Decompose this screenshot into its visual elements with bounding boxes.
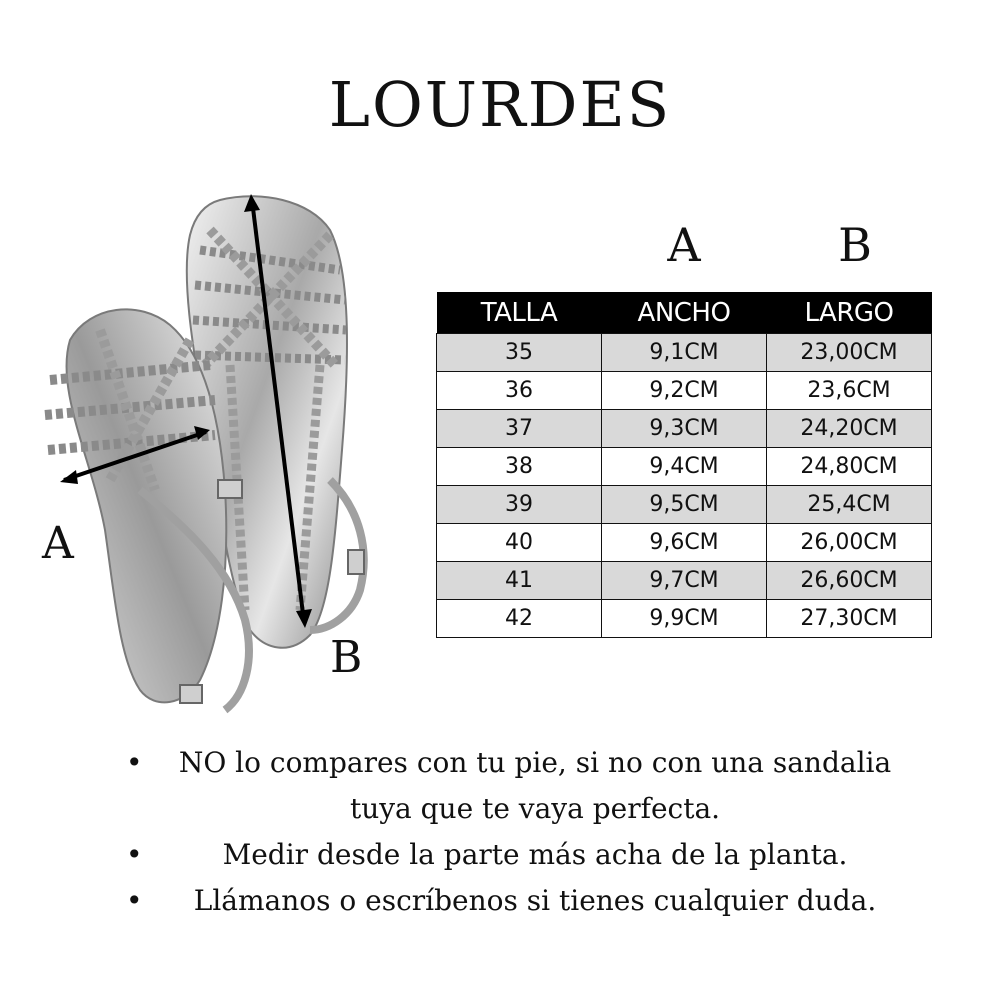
cell-ancho: 9,9CM: [602, 600, 767, 638]
cell-ancho: 9,7CM: [602, 562, 767, 600]
note-item: • Medir desde la parte más acha de la planta.: [120, 832, 920, 878]
column-letter-b: B: [838, 218, 872, 272]
cell-ancho: 9,4CM: [602, 448, 767, 486]
cell-talla: 42: [437, 600, 602, 638]
cell-talla: 36: [437, 372, 602, 410]
table-row: [437, 448, 932, 486]
cell-largo: 25,4CM: [767, 486, 932, 524]
table-header-row: [437, 292, 932, 334]
cell-largo: 23,6CM: [767, 372, 932, 410]
header-talla: TALLA: [437, 292, 602, 334]
table-row: [437, 372, 932, 410]
cell-ancho: 9,6CM: [602, 524, 767, 562]
header-largo: LARGO: [767, 292, 932, 334]
cell-talla: 38: [437, 448, 602, 486]
column-letter-a: A: [667, 218, 701, 272]
table-row: [437, 562, 932, 600]
cell-largo: 24,80CM: [767, 448, 932, 486]
cell-talla: 39: [437, 486, 602, 524]
cell-talla: 37: [437, 410, 602, 448]
cell-largo: 27,30CM: [767, 600, 932, 638]
cell-ancho: 9,1CM: [602, 334, 767, 372]
note-item: • NO lo compares con tu pie, si no con una sandalia tuya que te vaya perfecta.: [120, 740, 920, 832]
measure-label-a: A: [42, 518, 74, 569]
cell-talla: 35: [437, 334, 602, 372]
cell-ancho: 9,3CM: [602, 410, 767, 448]
cell-largo: 23,00CM: [767, 334, 932, 372]
measure-label-b: B: [330, 632, 363, 683]
note-item: • Llámanos o escríbenos si tienes cualquier duda.: [120, 878, 920, 924]
cell-ancho: 9,2CM: [602, 372, 767, 410]
cell-ancho: 9,5CM: [602, 486, 767, 524]
table-row: [437, 600, 932, 638]
cell-talla: 41: [437, 562, 602, 600]
table-row: [437, 334, 932, 372]
table-row: [437, 410, 932, 448]
table-row: [437, 524, 932, 562]
cell-largo: 24,20CM: [767, 410, 932, 448]
header-ancho: ANCHO: [602, 292, 767, 334]
notes-list: [120, 740, 920, 924]
size-table: [436, 292, 932, 638]
cell-talla: 40: [437, 524, 602, 562]
cell-largo: 26,60CM: [767, 562, 932, 600]
product-title: LOURDES: [328, 68, 672, 141]
table-row: [437, 486, 932, 524]
cell-largo: 26,00CM: [767, 524, 932, 562]
